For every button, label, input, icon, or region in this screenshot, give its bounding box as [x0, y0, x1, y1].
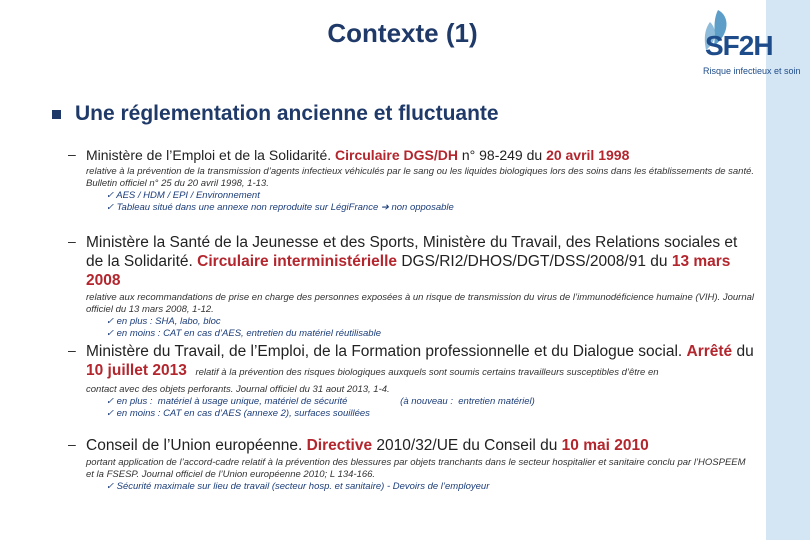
entry-directive-2010 [68, 436, 756, 493]
entry-checks [106, 190, 756, 214]
check-item: ✓ en plus : matériel à usage unique, matériel de sécurité (à nouveau : entretien matériel) [106, 396, 756, 408]
entry-main: Ministère de l’Emploi et de la Solidarité. Circulaire DGS/DH n° 98-249 du 20 avril 1998 [86, 147, 630, 163]
entry-checks [106, 481, 756, 493]
entry-desc: relative aux recommandations de prise en charge des personnes exposées à un risque de transmission du virus de l’immunodéficience humaine (VIH). Journal officiel du 13 mars 2008, 1-12. [86, 292, 754, 315]
dash-bullet: – [68, 436, 76, 452]
entry-arrete-2013 [68, 342, 756, 420]
slide-title: Contexte (1) [327, 18, 478, 48]
entry-desc: portant application de l’accord-cadre relatif à la prévention des blessures par objets tranchants dans le secteur hospitalier et sanitaire conclu par l’HOSPEEM et la FSESP. Journal officiel de l’Union européenne 2010; L 134-166. [86, 457, 746, 480]
entry-circulaire-2008 [68, 233, 756, 340]
entry-main: Ministère la Santé de la Jeunesse et des Sports, Ministère du Travail, des Relations sociales et de la Solidarité. Circulaire interministérielle DGS/RI2/DHOS/DGT/DSS/2008/91 du 13 mars 2008 [86, 234, 738, 289]
entry-main: Ministère du Travail, de l’Emploi, de la Formation professionnelle et du Dialogue social. Arrêté du 10 juillet 2013 relatif à la prévention des risques biologiques auxquels sont soumis certains travailleurs susceptibles d’être en [86, 343, 754, 379]
square-bullet-icon [52, 110, 61, 119]
section-heading [52, 102, 499, 126]
check-item: ✓ en plus : SHA, labo, bloc [106, 316, 756, 328]
logo-text: SF2H [705, 30, 773, 61]
heading-text: Une réglementation ancienne et fluctuante [75, 102, 499, 125]
check-item: ✓ AES / HDM / EPI / Environnement [106, 190, 756, 202]
entry-desc: contact avec des objets perforants. Journal officiel du 31 aout 2013, 1-4. [86, 384, 390, 395]
entry-checks [106, 396, 756, 420]
entry-main: Conseil de l’Union européenne. Directive 2010/32/UE du Conseil du 10 mai 2010 [86, 437, 649, 454]
entry-inline-desc: relatif à la prévention des risques biologiques auxquels sont soumis certains travailleurs susceptibles d’être en [195, 367, 659, 378]
check-item: ✓ Tableau situé dans une annexe non reproduite sur LégiFrance ➔ non opposable [106, 202, 756, 214]
check-item: ✓ en moins : CAT en cas d’AES, entretien du matériel réutilisable [106, 328, 756, 340]
dash-bullet: – [68, 146, 76, 162]
entry-circulaire-1998 [68, 146, 756, 214]
logo-tagline: Risque infectieux et soin [703, 66, 801, 76]
entry-checks [106, 316, 756, 340]
check-item: ✓ Sécurité maximale sur lieu de travail (secteur hosp. et sanitaire) - Devoirs de l’employeur [106, 481, 756, 493]
check-item: ✓ en moins : CAT en cas d’AES (annexe 2), surfaces souillées [106, 408, 756, 420]
dash-bullet: – [68, 342, 76, 358]
entry-desc: relative à la prévention de la transmission d’agents infectieux véhiculés par le sang ou les liquides biologiques lors des soins dans les établissements de santé. Bulletin officiel n° 25 du 20 avril 1998, 1-13. [86, 166, 755, 189]
dash-bullet: – [68, 233, 76, 249]
